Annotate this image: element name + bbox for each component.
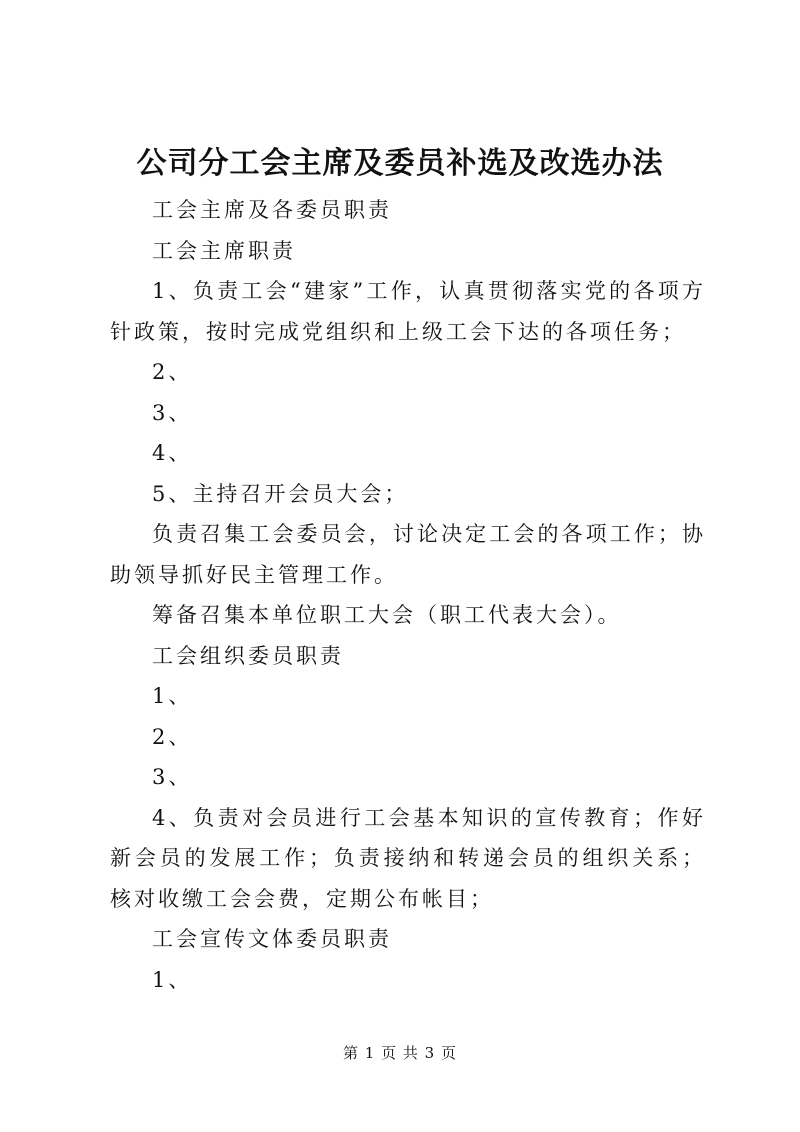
list-item: 4、负责对会员进行工会基本知识的宣传教育；作好新会员的发展工作；负责接纳和转递会员的组织关系；核对收缴工会会费，定期公布帐目； bbox=[110, 805, 706, 911]
list-item: 1、 bbox=[152, 684, 193, 708]
document-body bbox=[110, 190, 706, 1000]
list-item: 1、负责工会“建家”工作，认真贯彻落实党的各项方针政策，按时完成党组织和上级工会下达的各项任务； bbox=[110, 279, 706, 344]
page-number-footer: 第 1 页 共 3 页 bbox=[343, 1044, 457, 1062]
list-item: 4、 bbox=[152, 441, 193, 465]
body-paragraph: 筹备召集本单位职工大会（职工代表大会）。 bbox=[152, 603, 622, 627]
list-item: 1、 bbox=[152, 967, 193, 992]
document-title: 公司分工会主席及委员补选及改选办法 bbox=[136, 146, 664, 181]
list-item: 2、 bbox=[152, 360, 193, 384]
list-item: 5、主持召开会员大会； bbox=[152, 481, 409, 506]
list-item: 2、 bbox=[152, 724, 193, 749]
list-item: 3、 bbox=[152, 400, 193, 425]
list-item: 3、 bbox=[152, 765, 193, 789]
body-paragraph: 负责召集工会委员会，讨论决定工会的各项工作；协助领导抓好民主管理工作。 bbox=[110, 522, 706, 587]
subsection-heading: 工会组织委员职责 bbox=[152, 643, 344, 668]
subsection-heading: 工会主席职责 bbox=[152, 238, 296, 263]
section-heading: 工会主席及各委员职责 bbox=[152, 198, 392, 222]
subsection-heading: 工会宣传文体委员职责 bbox=[152, 927, 392, 951]
